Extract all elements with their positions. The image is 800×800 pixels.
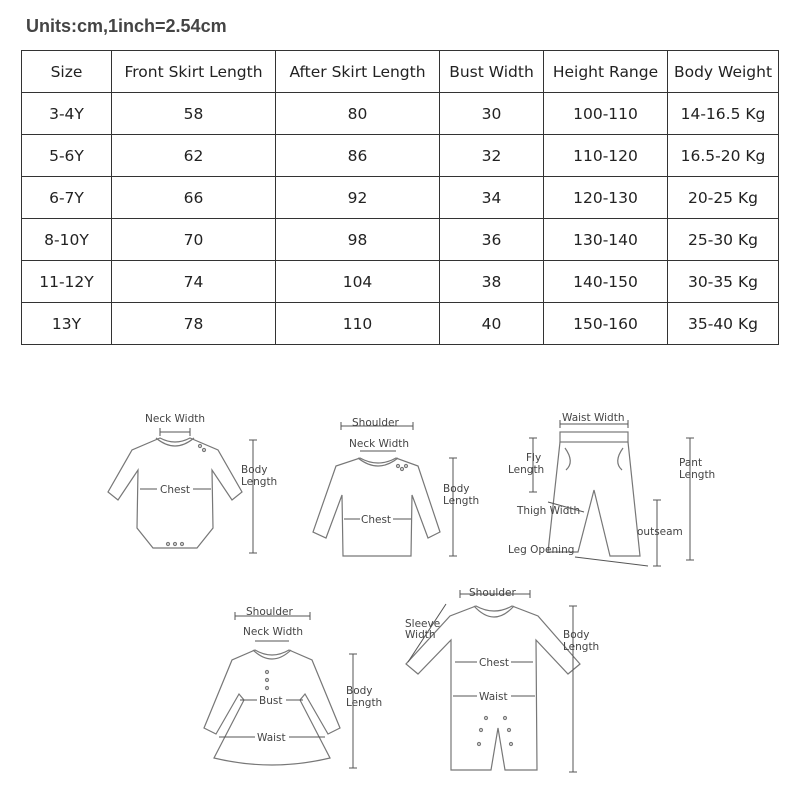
bodysuit-diagram: [108, 413, 277, 553]
romper-diagram: [405, 587, 599, 772]
table-cell: 20-25 Kg: [668, 177, 779, 219]
pants-pant-length-label-2: Length: [679, 469, 716, 481]
table-cell: 25-30 Kg: [668, 219, 779, 261]
shirt-outline: [313, 458, 440, 556]
table-cell: 5-6Y: [22, 135, 112, 177]
table-cell: 13Y: [22, 303, 112, 345]
header-size: Size: [22, 51, 112, 93]
table-cell: 40: [440, 303, 544, 345]
header-after-skirt-length: After Skirt Length: [276, 51, 440, 93]
table-cell: 30: [440, 93, 544, 135]
dress-shoulder-label: Shoulder: [246, 606, 293, 618]
romper-shoulder-label: Shoulder: [469, 587, 516, 599]
romper-chest-label: Chest: [479, 657, 510, 669]
measurement-diagrams: [0, 400, 800, 800]
table-cell: 8-10Y: [22, 219, 112, 261]
dress-diagram: [204, 606, 382, 768]
table-header-row: [22, 51, 779, 93]
table-row: [22, 177, 779, 219]
dress-body-length-label-1: Body: [346, 685, 373, 697]
table-cell: 38: [440, 261, 544, 303]
header-bust-width: Bust Width: [440, 51, 544, 93]
pants-waistband: [560, 432, 628, 442]
shirt-chest-label: Chest: [361, 514, 392, 526]
pants-fly-length-label-2: Length: [508, 464, 545, 476]
garment-illustrations: [0, 400, 800, 800]
table-cell: 11-12Y: [22, 261, 112, 303]
pants-waist-width-label: Waist Width: [562, 412, 625, 424]
pants-outseam-label: outseam: [637, 526, 683, 538]
shirt-body-length-label-1: Body: [443, 483, 470, 495]
table-cell: 110-120: [544, 135, 668, 177]
romper-body-length-label-1: Body: [563, 629, 590, 641]
size-chart-table: [21, 50, 779, 345]
table-cell: 120-130: [544, 177, 668, 219]
header-body-weight: Body Weight: [668, 51, 779, 93]
table-cell: 130-140: [544, 219, 668, 261]
table-cell: 36: [440, 219, 544, 261]
romper-body-length-label-2: Length: [563, 641, 600, 653]
table-cell: 70: [112, 219, 276, 261]
bodysuit-body-length-label-1: Body: [241, 464, 268, 476]
shirt-neck-width-label: Neck Width: [349, 438, 410, 450]
table-cell: 92: [276, 177, 440, 219]
table-cell: 30-35 Kg: [668, 261, 779, 303]
table-cell: 74: [112, 261, 276, 303]
table-row: [22, 261, 779, 303]
bodysuit-chest-label: Chest: [160, 484, 191, 496]
table-row: [22, 303, 779, 345]
bodysuit-body-length-label-2: Length: [241, 476, 278, 488]
table-cell: 3-4Y: [22, 93, 112, 135]
table-cell: 35-40 Kg: [668, 303, 779, 345]
romper-sleeve-width-label-1: Sleeve: [405, 618, 441, 630]
pants-outline: [548, 442, 640, 556]
table-cell: 14-16.5 Kg: [668, 93, 779, 135]
table-row: [22, 135, 779, 177]
table-cell: 32: [440, 135, 544, 177]
table-cell: 150-160: [544, 303, 668, 345]
romper-waist-label: Waist: [479, 691, 508, 703]
table-cell: 16.5-20 Kg: [668, 135, 779, 177]
dress-bust-label: Bust: [259, 695, 283, 707]
pants-pant-length-label-1: Pant: [679, 457, 703, 469]
header-height-range: Height Range: [544, 51, 668, 93]
bodysuit-neck-width-label: Neck Width: [145, 413, 206, 425]
shirt-collar: [358, 458, 398, 466]
pants-fly-length-label-1: Fly: [526, 452, 542, 464]
header-front-skirt-length: Front Skirt Length: [112, 51, 276, 93]
table-cell: 100-110: [544, 93, 668, 135]
shirt-diagram: [313, 417, 479, 556]
pants-diagram: [508, 412, 715, 566]
pants-leg-opening-label: Leg Opening: [508, 544, 575, 556]
table-cell: 104: [276, 261, 440, 303]
table-cell: 86: [276, 135, 440, 177]
table-row: [22, 93, 779, 135]
units-note: Units:cm,1inch=2.54cm: [26, 16, 227, 36]
table-cell: 6-7Y: [22, 177, 112, 219]
table-cell: 34: [440, 177, 544, 219]
table-cell: 78: [112, 303, 276, 345]
shirt-shoulder-label: Shoulder: [352, 417, 399, 429]
table-cell: 66: [112, 177, 276, 219]
table-cell: 110: [276, 303, 440, 345]
dress-waist-label: Waist: [257, 732, 286, 744]
dress-body-length-label-2: Length: [346, 697, 383, 709]
table-row: [22, 219, 779, 261]
table-cell: 80: [276, 93, 440, 135]
dress-outline: [204, 650, 340, 765]
romper-sleeve-width-label-2: Width: [405, 629, 436, 641]
pants-thigh-width-label: Thigh Width: [517, 505, 581, 517]
table-cell: 58: [112, 93, 276, 135]
dress-neck-width-label: Neck Width: [243, 626, 304, 638]
table-cell: 140-150: [544, 261, 668, 303]
table-cell: 62: [112, 135, 276, 177]
table-cell: 98: [276, 219, 440, 261]
shirt-body-length-label-2: Length: [443, 495, 480, 507]
